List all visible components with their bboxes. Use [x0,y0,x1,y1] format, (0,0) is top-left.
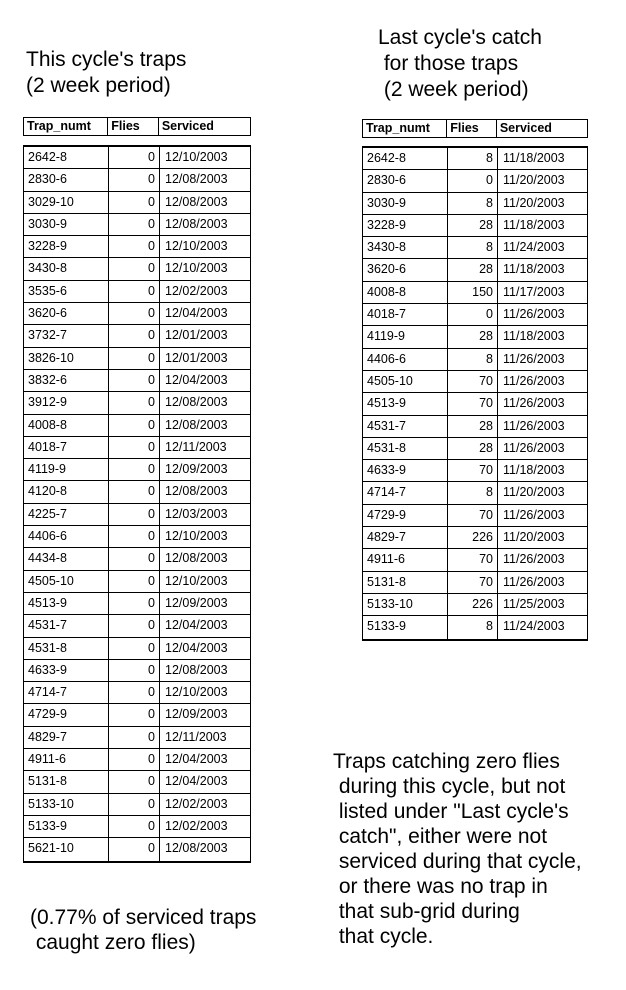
serviced-date-cell: 11/20/2003 [497,193,587,214]
table-row [24,526,250,548]
table-row [24,727,250,749]
serviced-date-cell: 12/04/2003 [159,638,250,659]
flies-count-cell: 0 [108,504,159,525]
serviced-date-cell: 12/08/2003 [159,481,250,502]
table-row [24,771,250,793]
zero-flies-percentage-note: (0.77% of serviced traps caught zero flies) [30,906,257,954]
flies-count-cell: 0 [108,638,159,659]
flies-count-cell: 70 [447,572,497,593]
flies-count-cell: 0 [108,816,159,837]
serviced-date-cell: 11/26/2003 [497,572,587,593]
flies-count-cell: 8 [447,482,497,503]
flies-count-cell: 0 [108,526,159,547]
trap-number-cell: 4434-8 [28,551,67,566]
flies-count-cell: 0 [108,370,159,391]
trap-number-cell: 5621-10 [28,841,74,856]
last-cycle-table-header [362,119,588,138]
trap-number-cell: 3430-8 [28,261,67,276]
trap-number-cell: 5133-9 [28,818,67,833]
flies-count-cell: 8 [447,616,497,638]
flies-column-header: Flies [107,118,158,135]
table-row [24,258,250,280]
serviced-date-cell: 12/11/2003 [159,437,250,458]
table-row [24,415,250,437]
table-row [363,572,587,594]
trap-number-cell: 3029-10 [28,194,74,209]
flies-count-cell: 0 [108,794,159,815]
trap-number-cell: 4531-7 [28,618,67,633]
trap-number-cell: 5133-10 [28,796,74,811]
table-row [24,593,250,615]
flies-count-cell: 0 [108,682,159,703]
flies-count-cell: 28 [447,326,497,347]
flies-count-cell: 70 [447,393,497,414]
table-row [363,616,587,638]
table-row [24,838,250,860]
trap-number-cell: 3826-10 [28,350,74,365]
trap-number-cell: 5133-9 [367,619,406,634]
serviced-date-cell: 11/18/2003 [497,326,587,347]
table-row [363,438,587,460]
trap-number-cell: 4513-9 [28,595,67,610]
serviced-date-cell: 12/11/2003 [159,727,250,748]
flies-count-cell: 0 [108,459,159,480]
serviced-date-cell: 12/08/2003 [159,660,250,681]
last-cycle-table-body [362,146,588,641]
table-row [24,169,250,191]
table-row [24,481,250,503]
serviced-column-header: Serviced [158,118,250,135]
serviced-date-cell: 12/09/2003 [159,593,250,614]
serviced-date-cell: 11/24/2003 [497,237,587,258]
table-row [24,816,250,838]
serviced-date-cell: 12/04/2003 [159,370,250,391]
flies-count-cell: 8 [447,349,497,370]
serviced-date-cell: 12/02/2003 [159,281,250,302]
flies-count-cell: 0 [108,169,159,190]
serviced-date-cell: 11/26/2003 [497,371,587,392]
serviced-date-cell: 12/04/2003 [159,303,250,324]
table-row [363,326,587,348]
trap-number-cell: 4406-6 [28,529,67,544]
trap-number-cell: 3620-6 [367,262,406,277]
flies-count-cell: 0 [108,214,159,235]
last-cycle-heading: Last cycle's catch for those traps (2 week period) [378,26,542,101]
table-row [24,660,250,682]
table-row [363,170,587,192]
trap-number-cell: 3030-9 [28,216,67,231]
serviced-date-cell: 12/01/2003 [159,325,250,346]
trap-number-column-header: Trap_numt [366,121,430,135]
serviced-date-cell: 11/26/2003 [497,416,587,437]
serviced-date-cell: 12/10/2003 [159,147,250,168]
serviced-date-cell: 12/08/2003 [159,169,250,190]
flies-count-cell: 0 [108,660,159,681]
trap-number-cell: 3732-7 [28,328,67,343]
serviced-date-cell: 12/03/2003 [159,504,250,525]
table-row [24,303,250,325]
trap-number-cell: 4119-9 [28,462,66,477]
flies-count-cell: 226 [447,594,497,615]
trap-number-cell: 2642-8 [367,151,406,165]
serviced-date-cell: 12/10/2003 [159,258,250,279]
serviced-date-cell: 12/02/2003 [159,794,250,815]
serviced-date-cell: 12/08/2003 [159,838,250,860]
flies-count-cell: 0 [108,325,159,346]
serviced-date-cell: 12/10/2003 [159,682,250,703]
table-row [363,237,587,259]
table-row [24,615,250,637]
flies-count-cell: 0 [108,615,159,636]
serviced-date-cell: 11/26/2003 [497,549,587,570]
serviced-date-cell: 11/18/2003 [497,460,587,481]
table-row [24,348,250,370]
serviced-date-cell: 11/26/2003 [497,438,587,459]
table-row [24,236,250,258]
flies-count-cell: 28 [447,215,497,236]
trap-number-cell: 4119-9 [367,329,405,344]
trap-number-cell: 4729-9 [28,707,67,722]
serviced-date-cell: 11/20/2003 [497,527,587,548]
trap-number-cell: 4406-6 [367,351,406,366]
serviced-date-cell: 11/20/2003 [497,482,587,503]
serviced-date-cell: 12/09/2003 [159,459,250,480]
serviced-date-cell: 11/24/2003 [497,616,587,638]
table-row [24,147,250,169]
table-row [24,504,250,526]
zero-flies-explanation-note: Traps catching zero flies during this cycle, but not listed under "Last cycle's catch", either were not serviced during that cycle, or there was no trap in that sub-grid during that cycle. [333,750,582,948]
trap-number-cell: 2642-8 [28,150,67,164]
trap-number-cell: 3030-9 [367,195,406,210]
trap-number-cell: 4911-6 [367,552,405,567]
flies-count-cell: 0 [108,147,159,168]
flies-count-cell: 0 [447,304,497,325]
flies-count-cell: 70 [447,549,497,570]
serviced-date-cell: 12/10/2003 [159,236,250,257]
trap-number-cell: 3535-6 [28,283,67,298]
serviced-date-cell: 11/26/2003 [497,393,587,414]
flies-count-cell: 150 [447,282,497,303]
flies-count-cell: 8 [447,193,497,214]
trap-number-cell: 4633-9 [367,463,406,478]
flies-count-cell: 70 [447,460,497,481]
trap-number-cell: 3228-9 [367,217,406,232]
trap-number-cell: 3832-6 [28,372,67,387]
trap-number-cell: 4018-7 [28,439,67,454]
trap-number-cell: 3228-9 [28,239,67,254]
serviced-date-cell: 11/17/2003 [497,282,587,303]
trap-number-cell: 3430-8 [367,240,406,255]
flies-count-cell: 0 [108,548,159,569]
trap-number-cell: 4531-7 [367,418,406,433]
trap-number-cell: 4829-7 [367,530,406,545]
trap-number-cell: 4633-9 [28,662,67,677]
serviced-date-cell: 12/04/2003 [159,749,250,770]
trap-number-cell: 3912-9 [28,395,67,410]
flies-count-cell: 0 [108,481,159,502]
serviced-date-cell: 11/18/2003 [497,259,587,280]
this-cycle-table-header [23,117,251,136]
serviced-date-cell: 12/08/2003 [159,392,250,413]
serviced-column-header: Serviced [496,120,587,137]
trap-number-cell: 4008-8 [28,417,67,432]
table-row [24,704,250,726]
table-row [363,549,587,571]
flies-count-cell: 28 [447,438,497,459]
flies-count-cell: 8 [447,148,497,169]
table-row [24,638,250,660]
table-row [363,482,587,504]
table-row [24,392,250,414]
trap-number-cell: 2830-6 [367,173,406,188]
table-row [24,214,250,236]
table-row [363,393,587,415]
serviced-date-cell: 12/04/2003 [159,771,250,792]
this-cycle-table-body [23,145,251,863]
serviced-date-cell: 11/25/2003 [497,594,587,615]
serviced-date-cell: 12/09/2003 [159,704,250,725]
flies-count-cell: 70 [447,505,497,526]
flies-count-cell: 0 [108,258,159,279]
flies-count-cell: 0 [108,704,159,725]
flies-count-cell: 0 [108,749,159,770]
table-row [363,193,587,215]
serviced-date-cell: 11/26/2003 [497,304,587,325]
trap-number-cell: 4729-9 [367,507,406,522]
trap-number-cell: 4714-7 [28,685,67,700]
trap-number-cell: 5133-10 [367,596,413,611]
trap-number-cell: 4531-8 [367,440,406,455]
trap-number-cell: 3620-6 [28,306,67,321]
table-row [363,215,587,237]
flies-count-cell: 226 [447,527,497,548]
serviced-date-cell: 11/26/2003 [497,349,587,370]
serviced-date-cell: 12/02/2003 [159,816,250,837]
table-row [24,749,250,771]
serviced-date-cell: 12/04/2003 [159,615,250,636]
flies-count-cell: 28 [447,259,497,280]
table-row [363,594,587,616]
flies-count-cell: 0 [108,192,159,213]
table-row [363,148,587,170]
flies-count-cell: 0 [108,437,159,458]
serviced-date-cell: 12/08/2003 [159,415,250,436]
table-row [24,370,250,392]
serviced-date-cell: 11/26/2003 [497,505,587,526]
flies-count-cell: 0 [108,415,159,436]
flies-count-cell: 0 [447,170,497,191]
serviced-date-cell: 12/08/2003 [159,214,250,235]
trap-number-cell: 4714-7 [367,485,406,500]
trap-number-cell: 4505-10 [28,573,74,588]
flies-count-cell: 0 [108,593,159,614]
flies-column-header: Flies [446,120,496,137]
flies-count-cell: 0 [108,281,159,302]
this-cycle-table [23,117,251,863]
serviced-date-cell: 11/18/2003 [497,148,587,169]
flies-count-cell: 28 [447,416,497,437]
table-row [363,505,587,527]
table-row [24,794,250,816]
serviced-date-cell: 12/08/2003 [159,192,250,213]
trap-number-cell: 5131-8 [28,774,67,789]
table-row [363,282,587,304]
table-row [363,460,587,482]
flies-count-cell: 0 [108,571,159,592]
this-cycle-heading: This cycle's traps (2 week period) [26,48,187,97]
trap-number-column-header: Trap_numt [27,119,91,133]
serviced-date-cell: 12/01/2003 [159,348,250,369]
table-row [363,349,587,371]
trap-number-cell: 4513-9 [367,396,406,411]
trap-number-cell: 4505-10 [367,373,413,388]
table-row [24,192,250,214]
serviced-date-cell: 12/08/2003 [159,548,250,569]
trap-number-cell: 5131-8 [367,574,406,589]
trap-number-cell: 4018-7 [367,307,406,322]
flies-count-cell: 0 [108,303,159,324]
trap-number-cell: 4120-8 [28,484,67,499]
flies-count-cell: 0 [108,771,159,792]
last-cycle-table [362,119,588,641]
flies-count-cell: 0 [108,727,159,748]
trap-number-cell: 4225-7 [28,506,67,521]
flies-count-cell: 8 [447,237,497,258]
table-row [24,281,250,303]
serviced-date-cell: 12/10/2003 [159,571,250,592]
serviced-date-cell: 12/10/2003 [159,526,250,547]
table-row [24,437,250,459]
serviced-date-cell: 11/18/2003 [497,215,587,236]
table-row [24,682,250,704]
table-row [24,459,250,481]
trap-number-cell: 4531-8 [28,640,67,655]
flies-count-cell: 0 [108,392,159,413]
table-row [363,371,587,393]
table-row [363,304,587,326]
trap-number-cell: 4008-8 [367,284,406,299]
serviced-date-cell: 11/20/2003 [497,170,587,191]
trap-number-cell: 4911-6 [28,752,66,767]
table-row [24,548,250,570]
flies-count-cell: 0 [108,236,159,257]
flies-count-cell: 0 [108,348,159,369]
trap-number-cell: 4829-7 [28,729,67,744]
flies-count-cell: 70 [447,371,497,392]
table-row [24,325,250,347]
flies-count-cell: 0 [108,838,159,860]
table-row [363,259,587,281]
trap-number-cell: 2830-6 [28,172,67,187]
table-row [24,571,250,593]
table-row [363,416,587,438]
table-row [363,527,587,549]
